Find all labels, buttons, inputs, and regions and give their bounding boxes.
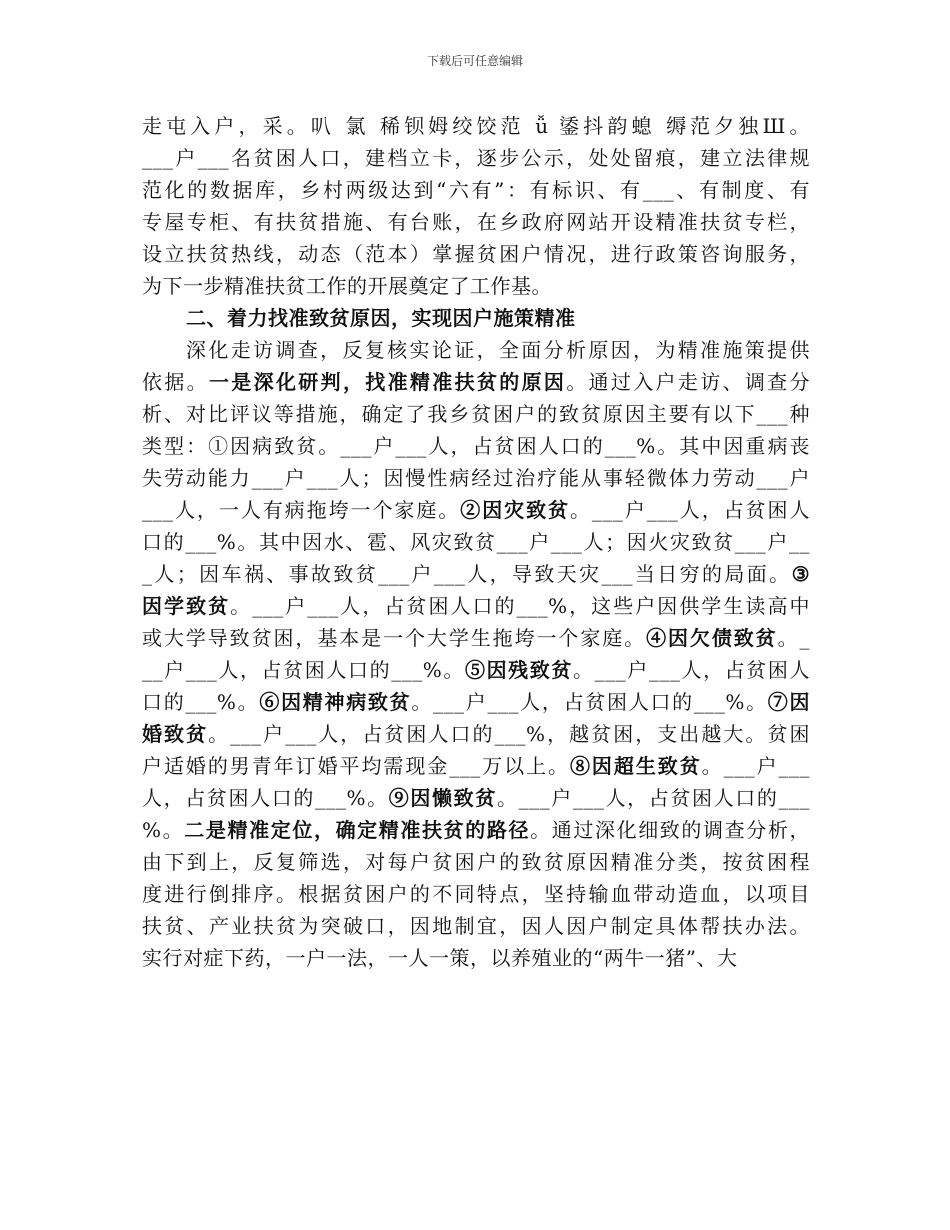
text-line: [142, 878, 810, 910]
text-line: [142, 462, 810, 494]
text-run: __户___人，占贫困人口的___%。: [142, 658, 465, 682]
text-line: [142, 398, 810, 430]
text-run: ___户___名贫困人口，建档立卡，逐步公示，处处留痕，建立法律规: [142, 146, 810, 170]
bold-text: 因学致贫: [142, 594, 231, 618]
text-run: 。通过深化细致的调查分析，: [530, 818, 811, 842]
text-run: 扶贫、产业扶贫为突破口，因地制宜，因人因户制定具体帮扶办法。: [142, 914, 810, 938]
text-run: 。通过入户走访、调查分: [566, 370, 811, 394]
bold-text: ④因欠债致贫: [646, 626, 778, 650]
text-line: [142, 686, 810, 718]
bold-text: 一是深化研判，找准精准扶贫的原因: [208, 370, 567, 394]
text-run: 类型：①因病致贫。___户___人，占贫困人口的___%。其中因重病丧: [142, 434, 810, 458]
text-run: 口的___%。: [142, 690, 260, 714]
text-run: 专屋专柜、有扶贫措施、有台账，在乡政府网站开设精准扶贫专栏，: [142, 210, 810, 234]
text-line: [142, 526, 810, 558]
bold-text: ⑥因精神病致贫: [259, 690, 412, 714]
text-line: [142, 814, 810, 846]
text-line: [142, 718, 810, 750]
text-run: 深化走访调查，反复核实论证，全面分析原因，为精准施策提供: [186, 338, 810, 362]
text-line: [142, 782, 810, 814]
text-run: %。: [142, 818, 185, 842]
text-line: [142, 494, 810, 526]
text-run: 。___户___人，占贫困人口的___%。: [411, 690, 768, 714]
text-run: 。___户___人，占贫困人口的___%，越贫困，支出越大。贫困: [208, 722, 810, 746]
text-run: 设立扶贫热线，动态（范本）掌握贫困户情况，进行政策咨询服务，: [142, 242, 810, 266]
page-header: 下载后可任意编辑: [426, 54, 523, 68]
bold-text: ②因灾致贫: [460, 498, 570, 522]
text-run: 口的___%。其中因水、雹、风灾致贫___户___人；因火灾致贫___户__: [142, 530, 810, 554]
text-run: 。___户___人，占贫困人口的___: [496, 786, 811, 810]
bold-text: ⑦因: [767, 690, 811, 714]
text-run: 析、对比评议等措施，确定了我乡贫困户的致贫原因主要有以下___种: [142, 402, 810, 426]
bold-text: 二是精准定位，确定精准扶贫的路径: [184, 818, 531, 842]
text-run: 度进行倒排序。根据贫困户的不同特点，坚持输血带动造血，以项目: [142, 882, 810, 906]
bold-text: ⑧因超生致贫: [569, 754, 702, 778]
text-line: [142, 142, 810, 174]
text-line: [142, 366, 810, 398]
bold-text: ⑤因残致贫: [464, 658, 574, 682]
text-line: [142, 750, 810, 782]
section-heading: [142, 302, 810, 334]
bold-text: 二、着力找准致贫原因，实现因户施策精准: [186, 306, 576, 330]
document-body: [142, 110, 810, 974]
text-run: 。_: [777, 626, 811, 650]
bold-text: ③: [791, 562, 810, 586]
text-run: 。___户___: [701, 754, 811, 778]
text-run: 。___户___人，占贫困人: [573, 658, 811, 682]
text-line: [142, 334, 810, 366]
text-line: [142, 590, 810, 622]
text-line: [142, 270, 810, 302]
text-line: [142, 846, 810, 878]
text-run: 为下一步精准扶贫工作的开展奠定了工作基。: [142, 274, 552, 298]
text-run: 。___户___人，占贫困人口的___%，这些户因供学生读高中: [230, 594, 810, 618]
text-line: [142, 430, 810, 462]
text-run: _人；因车祸、事故致贫___户___人，导致天灾___当日穷的局面。: [142, 562, 792, 586]
text-run: 户适婚的男青年订婚平均需现金___万以上。: [142, 754, 570, 778]
text-run: 依据。: [142, 370, 209, 394]
text-line: [142, 238, 810, 270]
text-line: [142, 910, 810, 942]
text-run: 人，占贫困人口的___%。: [142, 786, 389, 810]
text-run: 。___户___人，占贫困人: [569, 498, 811, 522]
text-line: [142, 174, 810, 206]
text-line: [142, 942, 810, 974]
bold-text: 婚致贫: [142, 722, 209, 746]
text-run: 或大学导致贫困，基本是一个大学生拖垮一个家庭。: [142, 626, 647, 650]
bold-text: ⑨因懒致贫: [388, 786, 497, 810]
text-run: 失劳动能力___户___人；因慢性病经过治疗能从事轻微体力劳动___户: [142, 466, 810, 490]
text-line: [142, 206, 810, 238]
text-line: [142, 654, 810, 686]
text-line: [142, 110, 810, 142]
text-run: ___人，一人有病拖垮一个家庭。: [142, 498, 461, 522]
text-run: 范化的数据库，乡村两级达到“六有”：有标识、有___、有制度、有: [142, 178, 810, 202]
text-line: [142, 558, 810, 590]
text-line: [142, 622, 810, 654]
text-run: 实行对症下药，一户一法，一人一策，以养殖业的“两牛一猪”、大: [142, 946, 738, 970]
text-run: 由下到上，反复筛选，对每户贫困户的致贫原因精准分类，按贫困程: [142, 850, 810, 874]
text-run: 走屯入户，采。叭 氯 稀钡姆绞饺范 ǚ 鋈抖韵螅 缛范夕独Ш。: [142, 114, 810, 138]
